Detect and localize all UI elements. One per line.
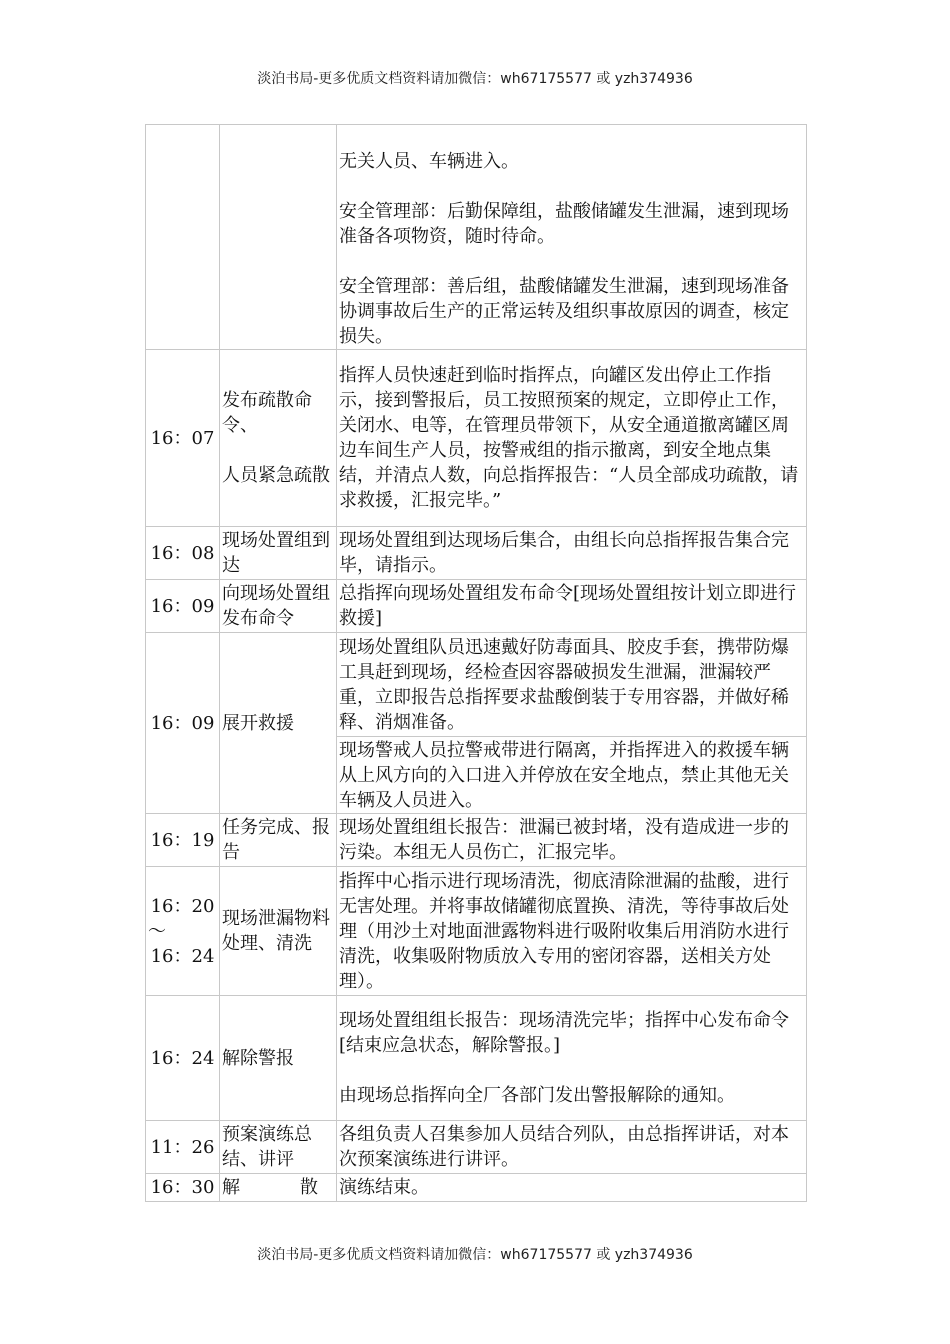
description-cell [337, 580, 807, 633]
action-cell: 展开救援 [220, 633, 337, 814]
description-text: 总指挥向现场处置组发布命令[现场处置组按计划立即进行救援] [339, 583, 797, 629]
table-row [146, 527, 807, 580]
page-header-watermark: 淡泊书局-更多优质文档资料请加微信：wh67175577 或 yzh374936 [257, 71, 693, 87]
description-text: 无关人员、车辆进入。 [339, 151, 519, 172]
table-row [146, 633, 807, 737]
description-text: 现场处置组组长报告：泄漏已被封堵，没有造成进一步的污染。本组无人员伤亡，汇报完毕。 [339, 817, 789, 863]
action-cell [220, 350, 337, 527]
description-text: 现场处置组组长报告：现场清洗完毕；指挥中心发布命令[结束应急状态，解除警报。] [339, 1010, 789, 1056]
time-cell: 16：24 [146, 996, 220, 1121]
table-row [146, 350, 807, 527]
description-text: 指挥中心指示进行现场清洗，彻底清除泄漏的盐酸，进行无害处理。并将事故储罐彻底置换、清洗，等待事故后处理（用沙土对地面泄露物料进行吸附收集后用消防水进行清洗，收集吸附物质放入专用的密闭容器，送相关方处理）。 [339, 870, 789, 992]
description-cell [337, 996, 807, 1121]
description-text: 演练结束。 [339, 1177, 429, 1198]
description-cell [337, 633, 807, 737]
time-cell: 16：30 [146, 1174, 220, 1202]
table-row [146, 125, 807, 350]
table-row [146, 1121, 807, 1174]
action-cell: 解除警报 [220, 996, 337, 1121]
time-cell: 16：19 [146, 814, 220, 867]
action-cell: 现场处置组到达 [220, 527, 337, 580]
table-row [146, 580, 807, 633]
description-cell [337, 1121, 807, 1174]
time-cell: 16：09 [146, 580, 220, 633]
description-text: 现场处置组到达现场后集合，由组长向总指挥报告集合完毕，请指示。 [339, 530, 789, 576]
page-footer-watermark: 淡泊书局-更多优质文档资料请加微信：wh67175577 或 yzh374936 [257, 1247, 693, 1263]
time-cell [146, 867, 220, 996]
time-cell: 16：09 [146, 633, 220, 814]
action-text: 发布疏散命令、 [222, 390, 312, 436]
table-row [146, 1174, 807, 1202]
time-cell: 16：07 [146, 350, 220, 527]
action-text [222, 1175, 334, 1200]
action-cell: 现场泄漏物料处理、清洗 [220, 867, 337, 996]
table-row [146, 996, 807, 1121]
action-cell [220, 1174, 337, 1202]
description-text: 安全管理部：后勤保障组，盐酸储罐发生泄漏，速到现场准备各项物资，随时待命。 [339, 201, 789, 247]
description-cell [337, 814, 807, 867]
description-cell [337, 867, 807, 996]
time-cell [146, 125, 220, 350]
drill-schedule-table [145, 124, 807, 1202]
time-cell: 16：08 [146, 527, 220, 580]
action-text: 人员紧急疏散 [222, 465, 330, 486]
time-separator: ～ [148, 920, 166, 942]
description-text: 安全管理部：善后组，盐酸储罐发生泄漏，速到现场准备协调事故后生产的正常运转及组织事故原因的调查，核定损失。 [339, 276, 789, 347]
description-text: 现场警戒人员拉警戒带进行隔离，并指挥进入的救援车辆从上风方向的入口进入并停放在安全地点，禁止其他无关车辆及人员进入。 [339, 739, 789, 811]
action-cell: 任务完成、报告 [220, 814, 337, 867]
description-cell [337, 1174, 807, 1202]
action-cell: 向现场处置组发布命令 [220, 580, 337, 633]
time-start: 16：20 [150, 895, 215, 917]
description-text: 指挥人员快速赶到临时指挥点，向罐区发出停止工作指示，接到警报后，员工按照预案的规定，立即停止工作，关闭水、电等，在管理员带领下，从安全通道撤离罐区周边车间生产人员，按警戒组的指示撤离，到安全地点集结，并清点人数，向总指挥报告：“人员全部成功疏散，请求救援，汇报完毕。” [339, 365, 799, 511]
action-cell [220, 125, 337, 350]
description-text: 各组负责人召集参加人员结合列队，由总指挥讲话，对本次预案演练进行讲评。 [339, 1124, 789, 1170]
action-char: 散 [300, 1177, 318, 1198]
description-cell [337, 125, 807, 350]
action-char: 解 [222, 1177, 240, 1198]
description-cell [337, 527, 807, 580]
action-cell: 预案演练总结、讲评 [220, 1121, 337, 1174]
time-cell: 11：26 [146, 1121, 220, 1174]
description-text: 由现场总指挥向全厂各部门发出警报解除的通知。 [339, 1085, 735, 1106]
time-end: 16：24 [150, 945, 215, 967]
table-row [146, 814, 807, 867]
description-text: 现场处置组队员迅速戴好防毒面具、胶皮手套，携带防爆工具赶到现场，经检查因容器破损发生泄漏，泄漏较严重，立即报告总指挥要求盐酸倒装于专用容器，并做好稀释、消烟准备。 [339, 636, 789, 733]
description-cell [337, 737, 807, 814]
table-row [146, 867, 807, 996]
description-cell [337, 350, 807, 527]
